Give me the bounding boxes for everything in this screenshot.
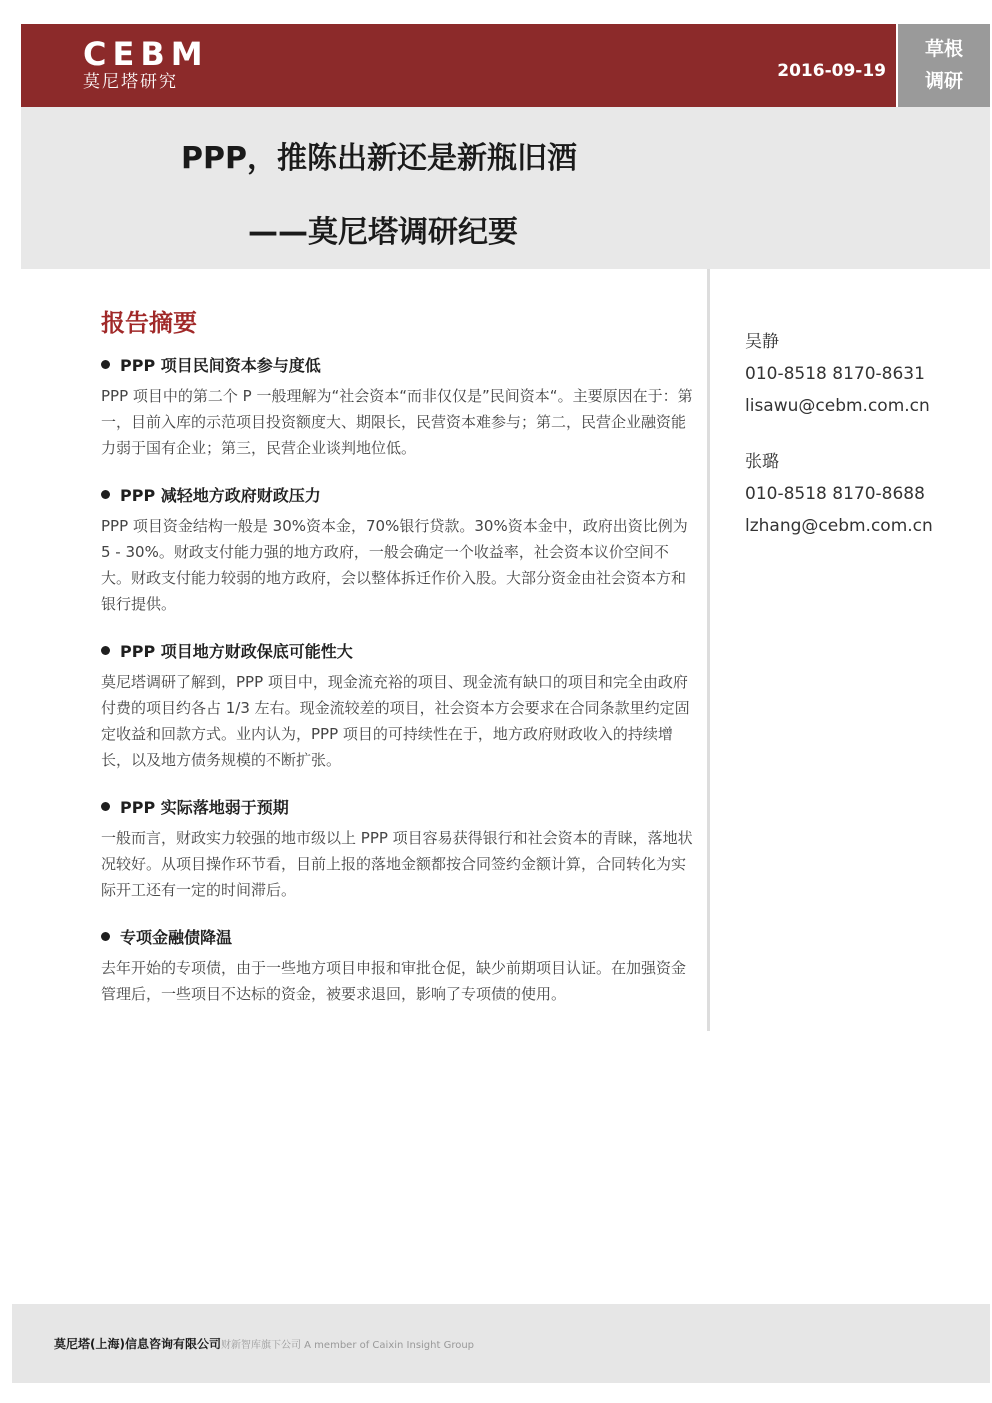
summary-point	[101, 795, 696, 903]
point-heading: PPP 项目地方财政保底可能性大	[120, 642, 353, 661]
report-type-tag	[898, 24, 990, 107]
bullet-icon	[101, 932, 110, 941]
point-body: 一般而言，财政实力较强的地市级以上 PPP 项目容易获得银行和社会资本的青睐，落地状况较好。从项目操作环节看，目前上报的落地金额都按合同签约金额计算，合同转化为实际开工还有一定的时间滞后。	[101, 829, 693, 899]
footer-band	[12, 1304, 990, 1383]
contact-card	[745, 446, 985, 542]
logo-mark: CEBM	[83, 35, 209, 73]
column-divider	[707, 269, 710, 1031]
contact-email[interactable]: lisawu@cebm.com.cn	[745, 396, 930, 416]
footer-member: 财新智库旗下公司 A member of Caixin Insight Group	[220, 1340, 475, 1351]
point-body: PPP 项目资金结构一般是 30%资本金，70%银行贷款。30%资本金中，政府出资比例为 5 - 30%。财政支付能力强的地方政府，一般会确定一个收益率，社会资本议价空间不大。财政支付能力较弱的地方政府，会以整体拆迁作价入股。大部分资金由社会资本方和银行提供。	[101, 517, 688, 613]
footer-company: 莫尼塔(上海)信息咨询有限公司	[54, 1337, 221, 1351]
analyst-contacts	[745, 326, 985, 566]
contact-email[interactable]: lzhang@cebm.com.cn	[745, 516, 933, 536]
bullet-icon	[101, 646, 110, 655]
report-title: PPP，推陈出新还是新瓶旧酒	[181, 141, 577, 176]
summary-point	[101, 353, 696, 461]
point-heading: PPP 实际落地弱于预期	[120, 798, 289, 817]
bullet-icon	[101, 360, 110, 369]
summary-point	[101, 639, 696, 773]
summary-heading: 报告摘要	[101, 309, 197, 337]
contact-phone: 010-8518 8170-8688	[745, 484, 925, 504]
point-body: 去年开始的专项债，由于一些地方项目申报和审批仓促，缺少前期项目认证。在加强资金管理后，一些项目不达标的资金，被要求退回，影响了专项债的使用。	[101, 959, 687, 1003]
point-body: PPP 项目中的第二个 P 一般理解为“社会资本“而非仅仅是”民间资本“。主要原因在于：第一，目前入库的示范项目投资额度大、期限长，民营资本难参与；第二，民营企业融资能力弱于国有企业；第三，民营企业谈判地位低。	[101, 387, 693, 457]
report-subtitle: ——莫尼塔调研纪要	[248, 215, 518, 250]
summary-section	[101, 305, 696, 1029]
summary-point	[101, 483, 696, 617]
contact-card	[745, 326, 985, 422]
contact-name: 吴静	[745, 332, 779, 352]
point-heading: PPP 减轻地方政府财政压力	[120, 486, 321, 505]
point-body: 莫尼塔调研了解到，PPP 项目中，现金流充裕的项目、现金流有缺口的项目和完全由政府付费的项目约各占 1/3 左右。现金流较差的项目，社会资本方会要求在合同条款里约定固定收益和回款方式。业内认为，PPP 项目的可持续性在于，地方政府财政收入的持续增长，以及地方债务规模的不断扩张。	[101, 673, 690, 769]
bullet-icon	[101, 490, 110, 499]
bullet-icon	[101, 802, 110, 811]
cebm-logo	[83, 35, 209, 92]
tag-line-1: 草根	[924, 38, 963, 60]
logo-subtitle: 莫尼塔研究	[83, 72, 178, 92]
tag-line-2: 调研	[924, 70, 963, 92]
point-heading: PPP 项目民间资本参与度低	[120, 356, 321, 375]
contact-name: 张璐	[745, 452, 779, 472]
header-band	[21, 24, 896, 107]
contact-phone: 010-8518 8170-8631	[745, 364, 925, 384]
point-heading: 专项金融债降温	[120, 928, 233, 947]
report-date: 2016-09-19	[777, 61, 886, 81]
summary-point	[101, 925, 696, 1007]
title-band	[21, 107, 990, 269]
